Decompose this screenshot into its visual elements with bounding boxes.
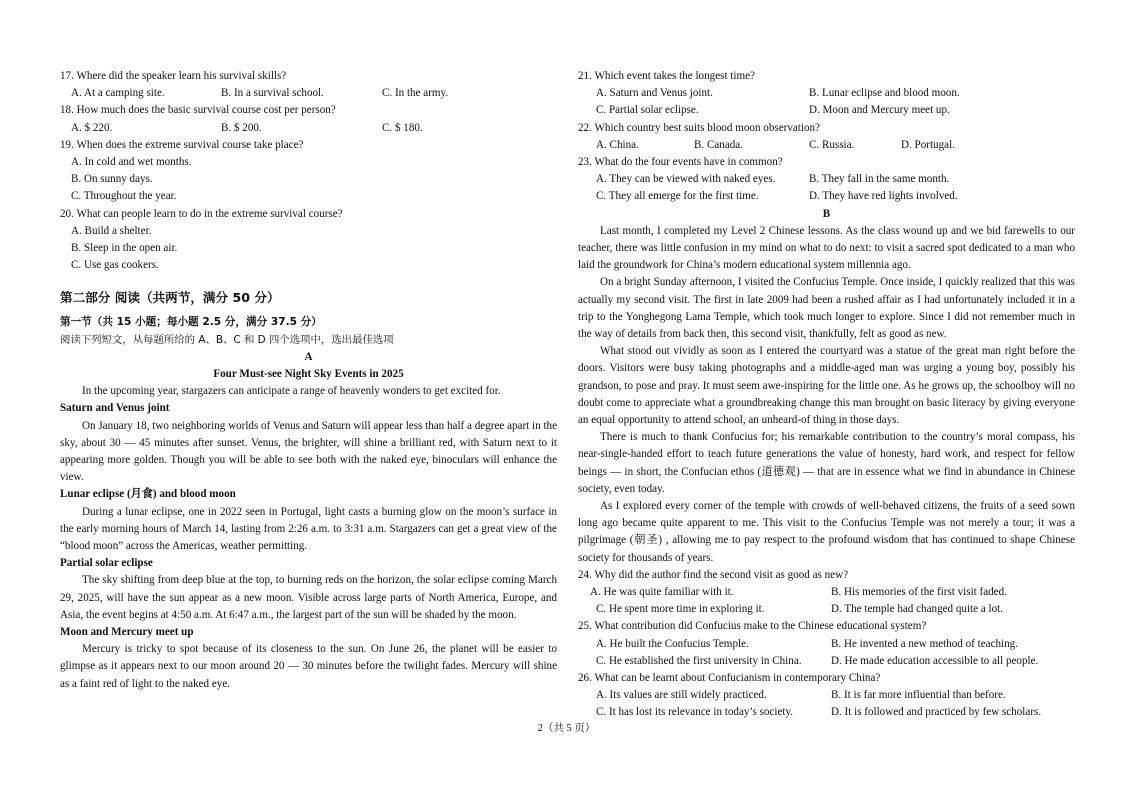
option-22c: C. Russia.: [809, 138, 855, 151]
question-22: 22. Which country best suits blood moon observation?: [578, 121, 820, 134]
option-22d: D. Portugal.: [901, 138, 955, 151]
option-24a: A. He was quite familiar with it.: [590, 586, 734, 599]
question-17-options: [60, 85, 557, 102]
part-two-title: 第二部分 阅读（共两节，满分 50 分）: [60, 290, 280, 306]
option-26a: A. Its values are still widely practiced.: [596, 689, 767, 702]
option-24b: B. His memories of the first visit faded.: [831, 586, 1007, 599]
passage-b-paragraph-3: What stood out vividly as soon as I entered the courtyard was a statue of the great man right before the doors. Visitors were busy taking photographs and a middle-aged man was urging a young boy, possibly his grandson, to pose and pray. It must seem awe-inspiring for the little one. As he grows up, the schoolboy will no doubt come to appreciate what a groundbreaking change this man brought on basic literacy by giving everyone an equal opportunity to attend school, an unheard-of thing in those days.: [578, 345, 1075, 426]
right-column: [578, 68, 1075, 722]
question-17: 17. Where did the speaker learn his survival skills?: [60, 70, 287, 82]
option-24d: D. The temple had changed quite a lot.: [831, 603, 1004, 616]
question-25: 25. What contribution did Confucius make to the Chinese educational system?: [578, 620, 927, 633]
question-21: 21. Which event takes the longest time?: [578, 70, 755, 82]
question-24-options-cd: [578, 601, 1075, 618]
option-23c: C. They all emerge for the first time.: [596, 190, 759, 203]
question-24: 24. Why did the author find the second visit as good as new?: [578, 568, 848, 581]
option-21a: A. Saturn and Venus joint.: [596, 87, 713, 100]
question-23-options-ab: [578, 171, 1075, 188]
option-20c: C. Use gas cookers.: [71, 259, 159, 272]
question-21-options-ab: [578, 85, 1075, 102]
option-17b: B. In a survival school.: [221, 87, 324, 100]
option-25a: A. He built the Confucius Temple.: [596, 637, 749, 650]
paragraph-lunar-eclipse: During a lunar eclipse, one in 2022 seen in Portugal, light casts a burning glow on the moon’s surface in the early morning hours of March 14, lasting from 2:26 a.m. to 3:31 a.m. Stargazers can get a great view of the “blood moon” across the Americas, weather permitting.: [60, 505, 557, 553]
option-21c: C. Partial solar eclipse.: [596, 104, 699, 117]
option-19a: A. In cold and wet months.: [71, 155, 192, 168]
option-18c: C. $ 180.: [382, 121, 423, 134]
passage-a-title: Four Must-see Night Sky Events in 2025: [213, 368, 404, 381]
question-26-options-cd: [578, 704, 1075, 721]
question-23-options-cd: [578, 188, 1075, 205]
passage-b-letter: B: [822, 207, 831, 220]
option-17a: A. At a camping site.: [71, 87, 165, 100]
question-25-options-ab: [578, 636, 1075, 653]
question-24-options-ab: [578, 584, 1075, 601]
question-26-options-ab: [578, 687, 1075, 704]
option-23b: B. They fall in the same month.: [809, 173, 950, 186]
paragraph-moon-mercury: Mercury is tricky to spot because of its closeness to the sun. On June 26, the planet will be easier to glimpse as it appears next to our moon around 20 — 30 minutes before the twilight fades. Mercury will shine as a faint red of light to the naked eye.: [60, 643, 557, 690]
option-22a: A. China.: [596, 138, 639, 151]
option-21d: D. Moon and Mercury meet up.: [809, 104, 950, 117]
question-18: 18. How much does the basic survival course cost per person?: [60, 104, 336, 117]
option-19c: C. Throughout the year.: [71, 190, 177, 203]
question-25-options-cd: [578, 653, 1075, 670]
option-26b: B. It is far more influential than before.: [831, 689, 1006, 702]
paragraph-solar-eclipse: The sky shifting from deep blue at the top, to burning reds on the horizon, the solar eclipse coming March 29, 2025, will have the sun appear as a new moon. Visible across large parts of North America, Europe, and Asia, the event begins at 4:50 a.m. At 6:47 a.m., the largest part of the sun will be shaded by the moon.: [60, 574, 557, 621]
passage-b-paragraph-5: As I explored every corner of the temple with crowds of well-behaved citizens, the fruits of a seed sown long ago became quite apparent to me. This visit to the Confucius Temple was not merely a tour; it was a pilgrimage (朝圣) , allowing me to pay respect to the profound wisdom that has continued to shape Chinese society for thousands of years.: [578, 500, 1075, 564]
question-23: 23. What do the four events have in common?: [578, 155, 783, 168]
option-17c: C. In the army.: [382, 87, 449, 100]
question-20: 20. What can people learn to do in the extreme survival course?: [60, 207, 343, 220]
question-18-options: [60, 120, 557, 137]
heading-moon-mercury: Moon and Mercury meet up: [60, 626, 194, 639]
passage-b-paragraph-1: Last month, I completed my Level 2 Chinese lessons. As the class wound up and we bid farewells to our teacher, there was little confusion in my mind on what to do next: to visit a sacred spot dedicated to a man who laid the groundwork for China’s modern educational system millennia ago.: [578, 224, 1075, 272]
option-20a: A. Build a shelter.: [71, 224, 152, 237]
reading-instruction: 阅读下列短文，从每题所给的 A、B、C 和 D 四个选项中，选出最佳选项: [60, 333, 394, 346]
heading-saturn-venus: Saturn and Venus joint: [60, 402, 170, 415]
section-one-title: 第一节（共 15 小题；每小题 2.5 分，满分 37.5 分）: [60, 316, 322, 329]
option-23a: A. They can be viewed with naked eyes.: [596, 173, 776, 186]
option-25d: D. He made education accessible to all people.: [831, 654, 1039, 667]
question-22-options: [578, 137, 1075, 154]
option-21b: B. Lunar eclipse and blood moon.: [809, 87, 960, 100]
passage-b-paragraph-2: On a bright Sunday afternoon, I visited the Confucius Temple. Once inside, I quickly realized that this was actually my second visit. The first in late 2009 had been a rushed affair as I had unfortunately included it in a trip to the Yonghegong Lama Temple, which took much longer to explore. Since I did not remember much in the way of details from back then, this second visit, thankfully, felt as good as new.: [578, 276, 1075, 340]
question-19: 19. When does the extreme survival course take place?: [60, 138, 304, 151]
option-20b: B. Sleep in the open air.: [71, 242, 178, 254]
passage-b-paragraph-4: There is much to thank Confucius for; his remarkable contribution to the country’s moral compass, his near-single-handed effort to teach future generations the value of honesty, hard work, and respect for fellow beings — in short, the Confucian ethos (道德观) — that are in essence what we find in abundance in Chinese society, even today.: [578, 431, 1075, 495]
option-23d: D. They have red lights involved.: [809, 190, 958, 203]
option-18b: B. $ 200.: [221, 121, 262, 134]
option-18a: A. $ 220.: [71, 121, 113, 134]
option-26d: D. It is followed and practiced by few scholars.: [831, 706, 1042, 719]
question-21-options-cd: [578, 102, 1075, 119]
option-19b: B. On sunny days.: [71, 173, 153, 186]
page-number: 2（共 5 页）: [537, 723, 596, 734]
passage-a-intro: In the upcoming year, stargazers can anticipate a range of heavenly wonders to get excited for.: [82, 385, 501, 398]
heading-solar-eclipse: Partial solar eclipse: [60, 557, 153, 570]
paragraph-saturn-venus: On January 18, two neighboring worlds of Venus and Saturn will appear less than half a degree apart in the sky, about 30 — 45 minutes after sunset. Venus, the brighter, will shine a brilliant red, with Saturn next to it appearing more golden. Though you will be able to see both with the naked eye, binoculars will enhance the view.: [60, 419, 557, 484]
option-26c: C. It has lost its relevance in today’s society.: [596, 706, 794, 719]
option-24c: C. He spent more time in exploring it.: [596, 603, 765, 616]
left-column: [60, 68, 557, 693]
passage-a-letter: A: [304, 350, 313, 363]
heading-lunar-eclipse: Lunar eclipse (月食) and blood moon: [60, 488, 236, 501]
option-25c: C. He established the first university in China.: [596, 654, 802, 667]
option-25b: B. He invented a new method of teaching.: [831, 637, 1018, 650]
question-26: 26. What can be learnt about Confucianism in contemporary China?: [578, 671, 881, 684]
option-22b: B. Canada.: [694, 138, 743, 151]
